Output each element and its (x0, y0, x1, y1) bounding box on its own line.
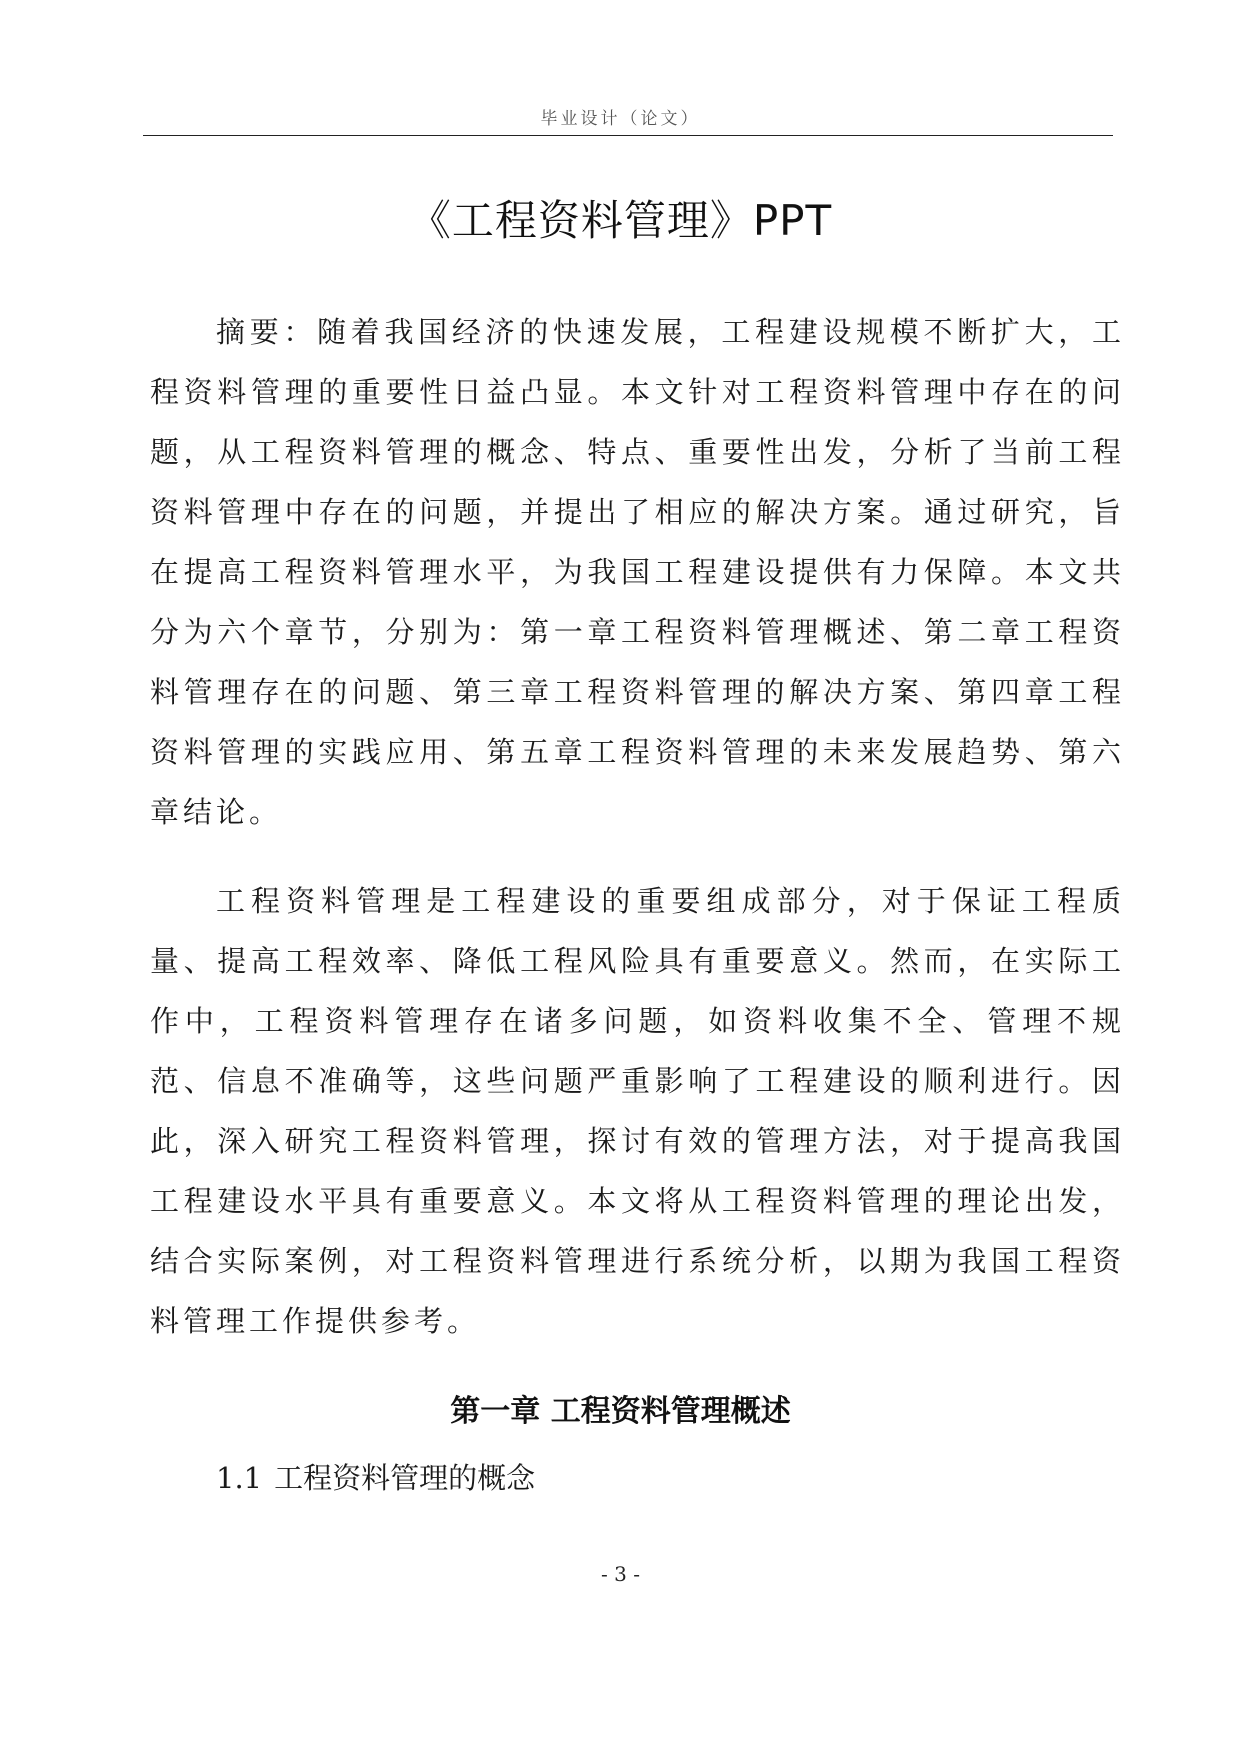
chapter-heading: 第一章 工程资料管理概述 (450, 1394, 791, 1429)
section-number: 1.1 (216, 1461, 263, 1495)
section-title: 工程资料管理的概念 (274, 1461, 536, 1495)
abstract-paragraph: 摘要：随着我国经济的快速发展，工程建设规模不断扩大，工程资料管理的重要性日益凸显。本文针对工程资料管理中存在的问题，从工程资料管理的概念、特点、重要性出发，分析了当前工程资料管理中存在的问题，并提出了相应的解决方案。通过研究，旨在提高工程资料管理水平，为我国工程建设提供有力保障。本文共分为六个章节，分别为：第一章工程资料管理概述、第二章工程资料管理存在的问题、第三章工程资料管理的解决方案、第四章工程资料管理的实践应用、第五章工程资料管理的未来发展趋势、第六章结论。 (150, 315, 1125, 829)
page-number: - 3 - (601, 1562, 640, 1586)
document-title: 《工程资料管理》PPT (408, 196, 833, 245)
body-paragraph: 工程资料管理是工程建设的重要组成部分，对于保证工程质量、提高工程效率、降低工程风险具有重要意义。然而，在实际工作中，工程资料管理存在诸多问题，如资料收集不全、管理不规范、信息不准确等，这些问题严重影响了工程建设的顺利进行。因此，深入研究工程资料管理，探讨有效的管理方法，对于提高我国工程建设水平具有重要意义。本文将从工程资料管理的理论出发，结合实际案例，对工程资料管理进行系统分析，以期为我国工程资料管理工作提供参考。 (150, 884, 1125, 1338)
running-header: 毕业设计（论文） (540, 109, 701, 129)
header-divider (143, 135, 1113, 136)
section-heading (216, 1456, 535, 1497)
